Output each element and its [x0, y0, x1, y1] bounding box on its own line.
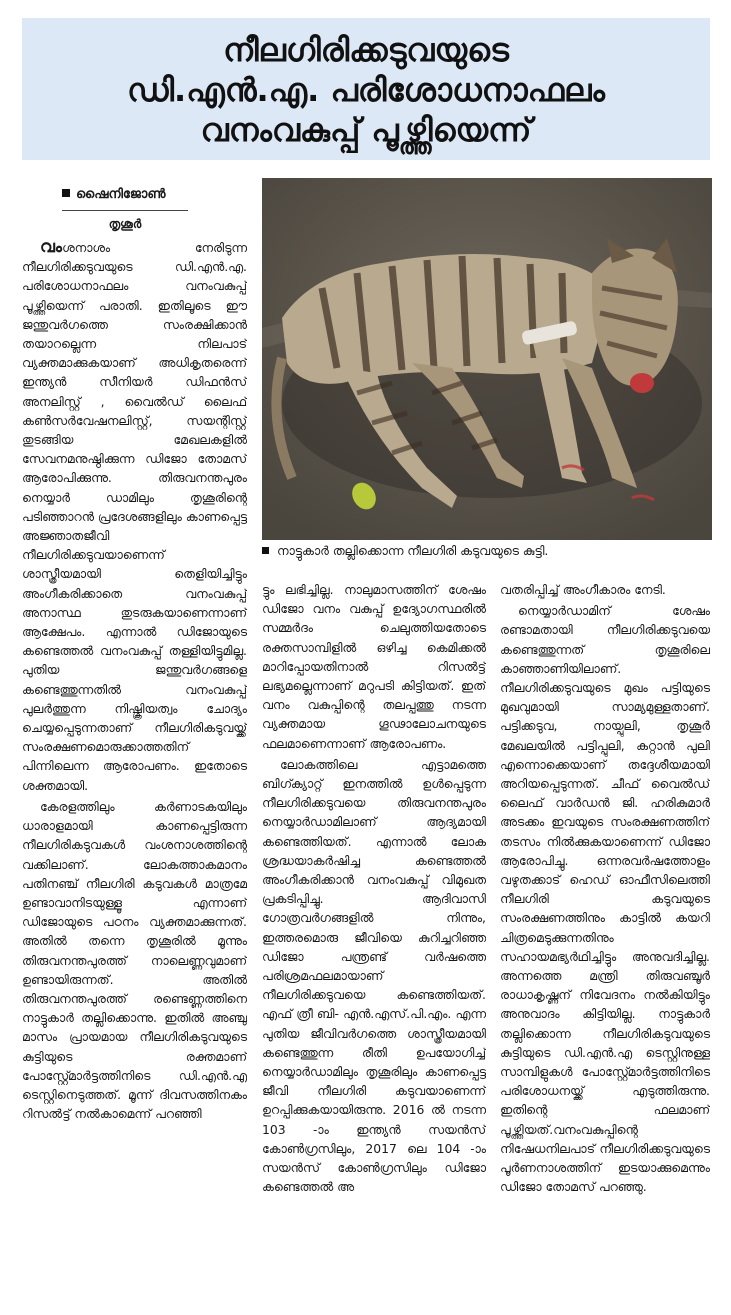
headline-line-3: വനംവകുപ്പ് പൂഴ്ത്തിയെന്ന്	[200, 111, 532, 149]
dateline-place: തൃശൂർ	[108, 217, 142, 231]
caption-text: നാട്ടുകാർ തല്ലിക്കൊന്ന നീലഗിരി കടുവയുടെ കുട്ടി.	[277, 543, 549, 558]
headline-box	[22, 18, 710, 160]
photo-caption	[262, 542, 712, 560]
paragraph: കേരളത്തിലും കർണാടകയിലും ധാരാളമായി കാണപ്പെട്ടിരുന്ന നീലഗിരികടുവകൾ വംശനാശത്തിന്റെ വക്കിലാണ്. ലോകത്താകമാനം പതിനഞ്ച് നീലഗിരി കടുവകൾ മാത്രമേ ഉണ്ടാവാനിടയുള്ളൂ എന്നാണ് ഡിജോയുടെ പഠനം വ്യക്തമാക്കുന്നത്. അതിൽ തന്നെ തൃശൂരിൽ മൂന്നും തിരുവനന്തപുരത്ത് നാലെണ്ണവുമാണ് ഉണ്ടായിരുന്നത്. അതിൽ തിരുവനന്തപുരത്ത് രണ്ടെണ്ണത്തിനെ നാട്ടുകാർ തല്ലിക്കൊന്നു. ഇതിൽ അഞ്ചു മാസം പ്രായമായ നീലഗിരികടുവയുടെ കുട്ടിയുടെ രക്തമാണ് പോസ്റ്റ്മോർട്ടത്തിനിടെ ഡി.എൻ.എ ടെസ്റ്റിനെടുത്തത്. മൂന്ന് ദിവസത്തിനകം റിസൽട്ട് നൽകാമെന്ന് പറഞ്ഞി	[22, 798, 247, 1122]
paragraph: വതരിപ്പിച്ച് അംഗീകാരം നേടി.	[500, 582, 666, 597]
byline-block	[62, 186, 188, 232]
article-column-2	[262, 580, 486, 1308]
article-column-1	[22, 238, 247, 1308]
news-photo	[262, 178, 712, 540]
paragraph: നെയ്യാർഡാമിന് ശേഷം രണ്ടാമതായി നീലഗിരിക്കടുവയെ കണ്ടെത്തുന്നത് തൃശൂരിലെ കാഞ്ഞാണിയിലാണ്. നീലഗിരിക്കടുവയുടെ മുഖം പട്ടിയുടെ മുഖവുമായി സാമ്യമുള്ളതാണ്. പട്ടിക്കടുവ, നായ്പുലി, തൃശൂർ മേഖലയിൽ പട്ടിപ്പുലി, കറ്റാൻ പുലി എന്നൊക്കെയാണ് തദ്ദേശീയമായി അറിയപ്പെടുന്നത്. ചീഫ് വൈൽഡ് ലൈഫ് വാർഡൻ ജി. ഹരികുമാർ അടക്കം ഇവയുടെ സംരക്ഷണത്തിന് തടസം നിൽക്കുകയാണെന്ന് ഡിജോ ആരോപിച്ചു. ഒന്നരവർഷത്തോളം വഴുതക്കാട് ഹെഡ് ഓഫീസിലെത്തി നീലഗിരി കടുവയുടെ സംരക്ഷണത്തിനും കാട്ടിൽ കയറി ചിത്രമെടുക്കുന്നതിനും സഹായമഭ്യർഥിച്ചിട്ടും അനുവദിച്ചില്ല. അന്നത്തെ മന്ത്രി തിരുവഞ്ചൂർ രാധാകൃഷ്ണന് നിവേദനം നൽകിയിട്ടും അനുവാദം കിട്ടിയില്ല. നാട്ടുകാർ തല്ലിക്കൊന്ന നീലഗിരികടുവയുടെ കുട്ടിയുടെ ഡി.എൻ.എ ടെസ്റ്റിനുള്ള സാമ്പിളുകൾ പോസ്റ്റ്മോർട്ടത്തിനിടെ പരിശോധനയ്ക്ക് എടുത്തിരുന്നു. ഇതിന്റെ ഫലമാണ് പൂഴ്ത്തിയത്.വനംവകുപ്പിന്റെ നിഷേധനിലപാട് നീലഗിരിക്കടുവയുടെ പൂർണനാശത്തിന് ഇടയാക്കുമെന്നും ഡിജോ തോമസ് പറഞ്ഞു.	[500, 603, 710, 1195]
article-column-3	[500, 580, 710, 1308]
headline-line-1: നീലഗിരിക്കടുവയുടെ	[223, 31, 509, 69]
tiger-cub-photo-illustration	[262, 178, 712, 540]
bullet-square-icon	[262, 547, 269, 554]
byline	[62, 186, 188, 211]
author-name: ഷൈനിജോൺ	[76, 187, 166, 202]
paragraph-text: ശനാശം നേരിടുന്ന നീലഗിരിക്കടുവയുടെ ഡി.എൻ.എ. പരിശോധനാഫലം വനംവകുപ്പ് പൂഴ്ത്തിയെന്ന് പരാതി. ഇതിലൂടെ ഈ ജന്തുവർഗത്തെ സംരക്ഷിക്കാൻ തയാറല്ലെന്ന നിലപാട് വ്യക്തമാക്കുകയാണ് അധികൃതരെന്ന് ഇന്ത്യൻ സീനിയർ ഡിഫൻസ് അനലിസ്റ്റ് , വൈൽഡ് ലൈഫ് കൺസർവേഷനലിസ്റ്റ്, സയന്റിസ്റ്റ് തുടങ്ങിയ മേഖലകളിൽ സേവനമനുഷ്ഠിക്കുന്ന ഡിജോ തോമസ് ആരോപിക്കുന്നു. തിരുവനന്തപുരം നെയ്യാർ ഡാമിലും തൃശൂരിന്റെ പടിഞ്ഞാറൻ പ്രദേശങ്ങളിലും കാണപ്പെട്ട അജ്ഞാതജീവി നീലഗിരിക്കടുവയാണെന്ന് ശാസ്ത്രീയമായി തെളിയിച്ചിട്ടും അംഗീകരിക്കാതെ വനംവകുപ്പ് അനാസ്ഥ തുടരുകയാണെന്നാണ് ആക്ഷേപം. എന്നാൽ ഡിജോയുടെ കണ്ടെത്തൽ വനംവകുപ്പ് തള്ളിയിട്ടുമില്ല. പുതിയ ജന്തുവർഗങ്ങളെ കണ്ടെത്തുന്നതിൽ വനംവകുപ്പ് പുലർത്തുന്ന നിഷ്ക്രിയത്വം ചോദ്യം ചെയ്യപ്പെടുന്നതാണ് നീലഗിരികടുവയ്ക്ക് സംരക്ഷണമൊരുക്കാത്തതിന് പിന്നിലെന്ന ആരോപണം. ഇതോടെ ശക്തമായി.	[22, 240, 247, 793]
headline-line-2: ഡി.എൻ.എ. പരിശോധനാഫലം	[127, 71, 605, 109]
bullet-square-icon	[62, 189, 70, 197]
drop-cap: വം	[40, 238, 63, 257]
paragraph: ലോകത്തിലെ എട്ടാമത്തെ ബിഗ്ക്യാറ്റ് ഇനത്തിൽ ഉൾപ്പെടുന്ന നീലഗിരിക്കടുവയെ തിരുവനന്തപുരം നെയ്യാർഡാമിലാണ് ആദ്യമായി കണ്ടെത്തിയത്. എന്നാൽ ലോക ശ്രദ്ധയാകർഷിച്ച കണ്ടെത്തൽ അംഗീകരിക്കാൻ വനംവകുപ്പ് വിമുഖത പ്രകടിപ്പിച്ചു. ആദിവാസി ഗോത്രവർഗങ്ങളിൽ നിന്നും, ഇത്തരമൊരു ജീവിയെ കുറിച്ചറിഞ്ഞ ഡിജോ പന്ത്രണ്ട് വർഷത്തെ പരിശ്രമഫലമായാണ് നീലഗിരിക്കടുവയെ കണ്ടെത്തിയത്. എഫ് ത്രീ ബി- എൻ.എസ്.പി.എം. എന്ന പുതിയ ജീവിവർഗത്തെ ശാസ്ത്രീയമായി കണ്ടെത്തുന്ന രീതി ഉപയോഗിച്ച് നെയ്യാർഡാമിലും തൃശൂരിലും കാണപ്പെട്ട ജീവി നീലഗിരി കടുവയാണെന്ന് ഉറപ്പിക്കുകയായിരുന്നു. 2016 ൽ നടന്ന 103 -ാം ഇന്ത്യൻ സയൻസ് കോൺഗ്രസിലും, 2017 ലെ 104 -ാം സയൻസ് കോൺഗ്രസിലും ഡിജോ കണ്ടെത്തൽ അ	[262, 756, 486, 1195]
paragraph: ട്ടും ലഭിച്ചില്ല. നാലുമാസത്തിന് ശേഷം ഡിജോ വനം വകുപ്പ് ഉദ്യോഗസ്ഥരിൽ സമ്മർദം ചെലുത്തിയതോടെ രക്തസാമ്പിളിൽ ഒഴിച്ച കെമിക്കൽ മാറിപ്പോയതിനാൽ റിസൽട്ട് ലഭ്യമല്ലെന്നാണ് മറുപടി കിട്ടിയത്. ഇത് വനം വകുപ്പിന്റെ തലപ്പത്തു നടന്ന വ്യക്തമായ ഗൂഢാലോചനയുടെ ഫലമാണെന്നാണ് ആരോപണം.	[262, 582, 486, 751]
paragraph	[22, 238, 247, 795]
